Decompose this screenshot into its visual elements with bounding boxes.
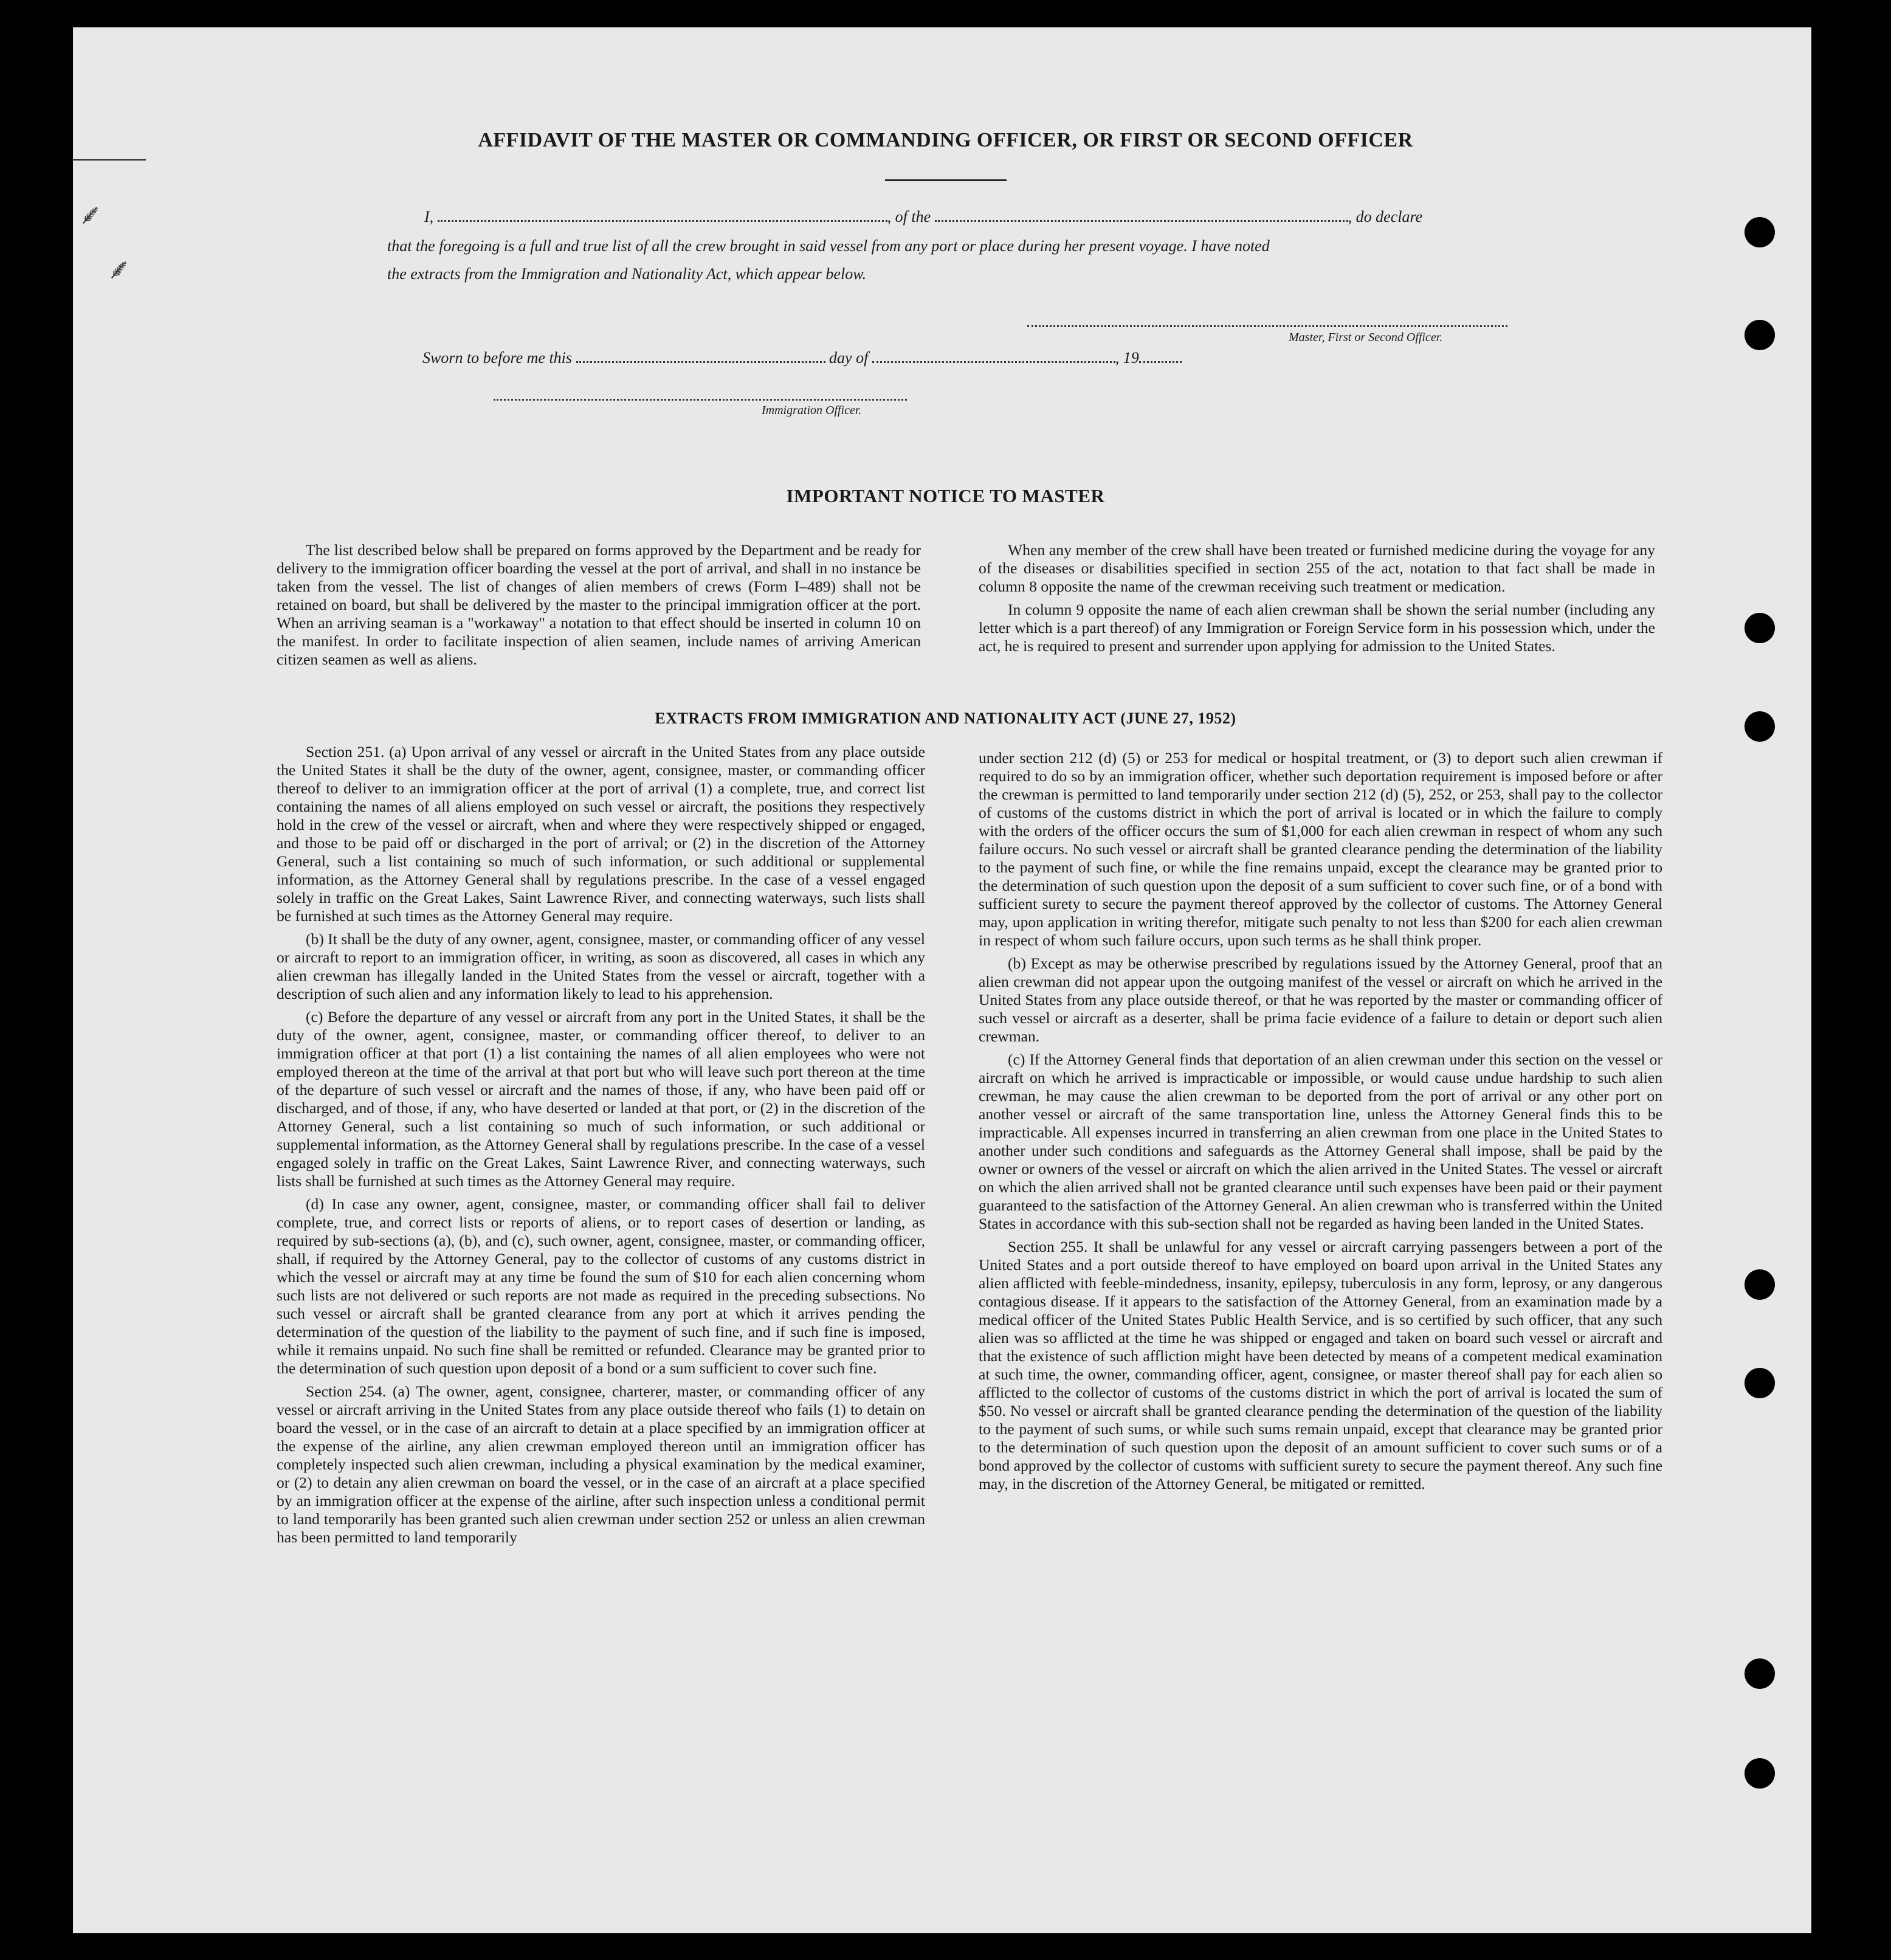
extract-paragraph: Section 255. It shall be unlawful for any vessel or aircraft carrying passengers between a port of the United States and a port outside thereof to have employed on board upon arrival in the United States any alien afflicted with feeble-mindedness, insanity, epilepsy, tuberculosis in any form, leprosy, or any dangerous contagious disease. If it appears to the satisfaction of the Attorney General, from an examination made by a medical officer of the United States Public Health Service, and is so certified by such officer, that any such alien was so afflicted at the time he was shipped or engaged and taken on board such vessel or aircraft and that the existence of such affliction might have been detected by means of a competent medical examination at such time, the owner, commanding officer, agent, consignee, or master thereof shall pay for each alien so afflicted to the collector of customs of the customs district in which the port of arrival is located the sum of $50. No vessel or aircraft shall be granted clearance pending the determination of the question of the liability to the payment of such sums, or while such sums remain unpaid, except that clearance may be granted prior to the determination of such question upon the deposit of an amount sufficient to cover such sums or of a bond approved by the collector of customs with sufficient surety to secure the payment thereof. Any such fine may, in the discretion of the Attorney General, be mitigated or remitted. <box>979 1238 1662 1492</box>
extract-paragraph: (c) Before the departure of any vessel or aircraft from any port in the United States, it shall be the duty of the owner, agent, consignee, master, or commanding officer thereof, to deliver to an immigration officer at that port (1) a list containing the names of all alien employees who were not employed thereon at the time of the arrival at that port but who will leave such port thereon at the time of the departure of such vessel or aircraft and the names of those, if any, who have been paid off or discharged, and of those, if any, who have deserted or landed at that port, or (2) in the discretion of the Attorney General, such a list containing so much of such information, or such additional or supplemental information, as the Attorney General shall by regulations prescribe. In the case of a vessel engaged solely in traffic on the Great Lakes, Saint Lawrence River, and connecting waterways, such lists shall be furnished at such times as the Attorney General may require. <box>277 1008 925 1190</box>
extract-paragraph: (b) Except as may be otherwise prescribed by regulations issued by the Attorney General, proof that an alien crewman did not appear upon the outgoing manifest of the vessel or aircraft on which he arrived in the United States from any place outside thereof, or that he was reported by the master or commanding officer of such vessel or aircraft as a deserter, shall be prima facie evidence of a failure to detain or deport such alien crewman. <box>979 954 1662 1045</box>
declaration-fill-line <box>424 208 1422 226</box>
margin-scribble: ⸙ <box>78 199 99 230</box>
affidavit-title: AFFIDAVIT OF THE MASTER OR COMMANDING OFFICER, OR FIRST OR SECOND OFFICER <box>478 129 1413 151</box>
notice-title: IMPORTANT NOTICE TO MASTER <box>786 485 1105 506</box>
sworn-year-field[interactable] <box>1139 349 1182 363</box>
sworn-day-field[interactable] <box>576 349 825 363</box>
declaration-text-2: the extracts from the Immigration and Nationality Act, which appear below. <box>387 265 867 283</box>
punch-hole <box>1745 320 1775 350</box>
notice-left-column <box>277 541 921 674</box>
notice-left-paragraph: The list described below shall be prepared on forms approved by the Department and be ready for delivery to the immigration officer boarding the vessel at the port of arrival, and shall in no instance be taken from the vessel. The list of changes of alien members of crews (Form I–489) shall not be retained on board, but shall be delivered by the master to the principal immigration officer at the port. When an arriving seaman is a "workaway" a notation to that effect should be inserted in column 10 on the manifest. In order to facilitate inspection of alien seamen, include names of arriving American citizen seamen as well as aliens. <box>277 541 921 668</box>
notice-right-column <box>979 541 1655 660</box>
punch-hole <box>1745 217 1775 247</box>
master-signature-label: Master, First or Second Officer. <box>1289 331 1443 344</box>
day-of-label: day of <box>829 349 869 367</box>
master-signature-line[interactable] <box>1027 325 1507 327</box>
extracts-right-column <box>979 749 1662 1498</box>
punch-hole <box>1745 1269 1775 1300</box>
punch-hole <box>1745 1658 1775 1689</box>
extract-paragraph: Section 254. (a) The owner, agent, consignee, charterer, master, or commanding officer of any vessel or aircraft arriving in the United States from any place outside thereof who fails (1) to detain on board the vessel, or in the case of an aircraft to detain at a place specified by an immigration officer at the expense of the airline, any alien crewman employed thereon until an immigration officer has completely inspected such alien crewman, including a physical examination by the medical examiner, or (2) to detain any alien crewman on board the vessel, or in the case of an aircraft at a place specified by an immigration officer at the expense of the airline, after such inspection unless a conditional permit to land temporarily has been granted such alien crewman under section 252 or unless an alien crewman has been permitted to land temporarily <box>277 1382 925 1546</box>
year-prefix-label: , 19 <box>1115 349 1139 367</box>
extract-paragraph: (c) If the Attorney General finds that deportation of an alien crewman under this section on the vessel or aircraft on which he arrived is impracticable or impossible, or would cause undue hardship to such alien crewman, he may cause the alien crewman to be deported from the port of arrival or any other port on another vessel or aircraft of the same transportation line, unless the Attorney General finds this to be impracticable. All expenses incurred in transferring an alien crewman from one place in the United States to another under such conditions and safeguards as the Attorney General shall impose, shall be paid by the owner or owners of the vessel or aircraft on which the alien arrived in the United States. The vessel or aircraft on which the alien arrived shall not be granted clearance until such expenses have been paid or their payment guaranteed to the satisfaction of the Attorney General. An alien crewman who is transferred within the United States in accordance with this sub-section shall not be regarded as having been landed in the United States. <box>979 1051 1662 1232</box>
extract-paragraph: (d) In case any owner, agent, consignee, master, or commanding officer shall fail to deliver complete, true, and correct lists or reports of aliens, or to report cases of desertion or landing, as required by sub-sections (a), (b), and (c), such owner, agent, consignee, master, or commanding officer, shall, if required by the Attorney General, pay to the collector of customs of any customs district in which the vessel or aircraft may at any time be found the sum of $10 for each alien concerning whom such lists are not delivered or such reports are not made as required in the preceding subsections. No such vessel or aircraft shall be granted clearance from any port at which it arrives pending the determination of the question of the liability to the payment of such fine, and if such fine is imposed, while it remains unpaid. No such fine shall be remitted or refunded. Clearance may be granted prior to the determination of such question upon deposit of a bond or a sum sufficient to cover such fine. <box>277 1195 925 1377</box>
title-underline <box>885 179 1007 181</box>
declaration-text-1: that the foregoing is a full and true list of all the crew brought in said vessel from any port or place during her present voyage. I have noted <box>387 237 1270 255</box>
margin-scribble: ⸙ <box>106 254 128 285</box>
notice-right-paragraph-2: In column 9 opposite the name of each alien crewman shall be shown the serial number (including any letter which is a part thereof) of any Immigration or Foreign Service form in his possession which, under the act, he is required to present and surrender upon applying for admission to the United States. <box>979 601 1655 655</box>
punch-hole <box>1745 613 1775 643</box>
punch-hole <box>1745 1758 1775 1789</box>
extract-paragraph: (b) It shall be the duty of any owner, agent, consignee, master, or commanding officer of any vessel or aircraft to report to an immigration officer, in writing, as soon as discovered, all cases in which any alien crewman has illegally landed in the United States from the vessel or aircraft, together with a description of such alien and any information likely to lead to his apprehension. <box>277 930 925 1002</box>
sworn-before-label: Sworn to before me this <box>422 349 573 367</box>
extracts-title: EXTRACTS FROM IMMIGRATION AND NATIONALITY ACT (JUNE 27, 1952) <box>655 709 1236 727</box>
immigration-officer-signature-line[interactable] <box>494 399 907 401</box>
immigration-officer-label: Immigration Officer. <box>762 404 862 417</box>
notice-right-paragraph-1: When any member of the crew shall have been treated or furnished medicine during the voyage for any of the diseases or disabilities specified in section 255 of the act, notation to that fact shall be made in column 8 opposite the name of the crewman receiving such treatment or medication. <box>979 541 1655 595</box>
extract-paragraph: under section 212 (d) (5) or 253 for medical or hospital treatment, or (3) to deport such alien crewman if required to do so by an immigration officer, whether such deportation requirement is imposed before or after the crewman is permitted to land temporarily under section 212 (d) (5), 252, or 253, shall pay to the collector of customs of the customs district in which the port of arrival is located or in which the failure to comply with the orders of the officer occurs the sum of $1,000 for each alien crewman in respect of whom any such failure occurs. No such vessel or aircraft shall be granted clearance pending the determination of the liability to the payment of such fine, or while the fine remains unpaid, except the clearance may be granted prior to the determination of such question upon the deposit of a sum sufficient to cover such fine, or of a bond with sufficient surety to secure the payment thereof approved by the collector of customs. The Attorney General may, upon application in writing therefor, mitigate such penalty to not less than $200 for each alien crewman in respect of whom such failure occurs, upon such terms as he shall think proper. <box>979 749 1662 949</box>
i-label: I, <box>424 208 434 226</box>
of-the-label: , of the <box>887 208 931 226</box>
sworn-month-field[interactable] <box>872 349 1115 363</box>
do-declare-label: , do declare <box>1348 208 1423 226</box>
sworn-line <box>422 349 1182 367</box>
punch-hole <box>1745 1368 1775 1398</box>
extracts-left-column <box>277 743 925 1551</box>
margin-mark <box>73 159 146 160</box>
vessel-field[interactable] <box>935 208 1348 222</box>
name-field[interactable] <box>438 208 887 222</box>
extract-paragraph: Section 251. (a) Upon arrival of any vessel or aircraft in the United States from any place outside the United States it shall be the duty of the owner, agent, consignee, master, or commanding officer thereof to deliver to an immigration officer at the port of arrival (1) a complete, true, and correct list containing the names of all aliens employed on such vessel or aircraft, the positions they respectively hold in the crew of the vessel or aircraft, when and where they were respectively shipped or engaged, and those to be paid off or discharged in the port of arrival; or (2) in the discretion of the Attorney General, such a list containing so much of such information, or such additional or supplemental information, as the Attorney General shall by regulations prescribe. In the case of a vessel engaged solely in traffic on the Great Lakes, Saint Lawrence River, and connecting waterways, such lists shall be furnished at such times as the Attorney General may require. <box>277 743 925 925</box>
